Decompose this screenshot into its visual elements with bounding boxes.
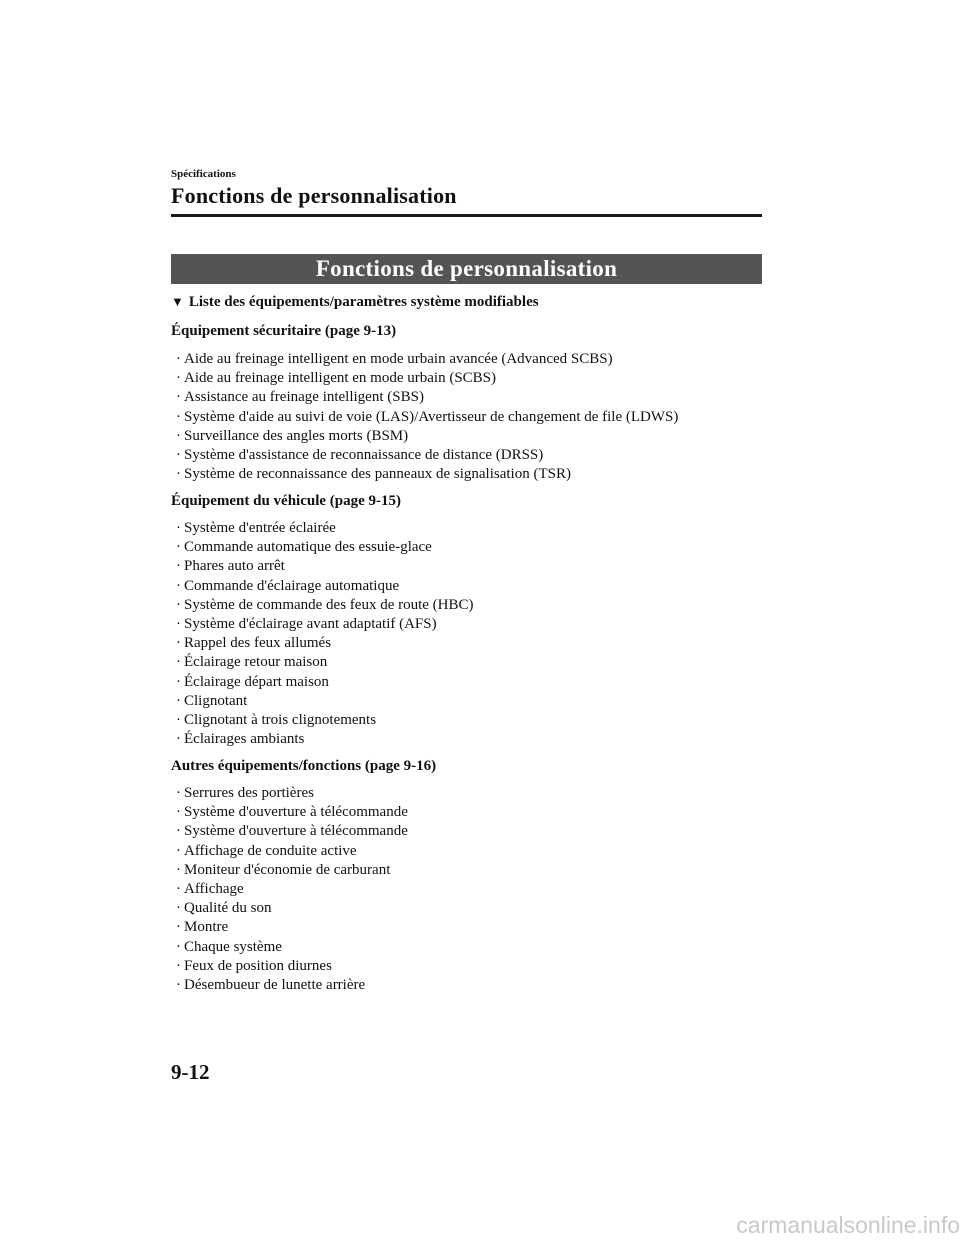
list-item: · Affichage bbox=[176, 880, 408, 899]
section-title: Fonctions de personnalisation bbox=[171, 183, 457, 208]
list-item: · Aide au freinage intelligent en mode urbain (SCBS) bbox=[176, 369, 678, 388]
group-title-safety: Équipement sécuritaire (page 9-13) bbox=[171, 323, 397, 339]
list-item: · Rappel des feux allumés bbox=[176, 634, 474, 653]
manual-page bbox=[171, 0, 762, 1245]
watermark-link[interactable]: carmanualsonline.info bbox=[736, 1212, 960, 1238]
list-item: · Système d'éclairage avant adaptatif (AFS) bbox=[176, 615, 474, 634]
list-item: · Assistance au freinage intelligent (SBS) bbox=[176, 388, 678, 407]
bullet-icon: · bbox=[176, 842, 181, 859]
bullet-icon: · bbox=[176, 692, 181, 709]
list-item: · Système d'ouverture à télécommande bbox=[176, 822, 408, 841]
safety-equipment-list bbox=[176, 350, 678, 484]
list-item: · Affichage de conduite active bbox=[176, 842, 408, 861]
bullet-icon: · bbox=[176, 823, 181, 840]
bullet-icon: · bbox=[176, 900, 181, 917]
list-item: · Moniteur d'économie de carburant bbox=[176, 861, 408, 880]
section-divider bbox=[171, 214, 762, 217]
bullet-icon: · bbox=[176, 654, 181, 671]
list-item: · Phares auto arrêt bbox=[176, 557, 474, 576]
list-item: · Éclairage départ maison bbox=[176, 673, 474, 692]
list-item: · Clignotant bbox=[176, 692, 474, 711]
vehicle-equipment-list bbox=[176, 519, 474, 749]
list-item: · Chaque système bbox=[176, 938, 408, 957]
group-title-vehicle: Équipement du véhicule (page 9-15) bbox=[171, 493, 402, 509]
list-item: · Clignotant à trois clignotements bbox=[176, 711, 474, 730]
bullet-icon: · bbox=[176, 635, 181, 652]
bullet-icon: · bbox=[176, 880, 181, 897]
bullet-icon: · bbox=[176, 520, 181, 536]
list-item: · Éclairages ambiants bbox=[176, 730, 474, 749]
page-number: 9-12 bbox=[171, 1060, 210, 1084]
list-item: · Feux de position diurnes bbox=[176, 957, 408, 976]
list-item: · Système d'aide au suivi de voie (LAS)/Avertisseur de changement de file (LDWS) bbox=[176, 408, 678, 427]
list-item: · Système de reconnaissance des panneaux de signalisation (TSR) bbox=[176, 465, 678, 484]
bullet-icon: · bbox=[176, 596, 181, 613]
list-item: · Montre bbox=[176, 918, 408, 937]
list-item: · Surveillance des angles morts (BSM) bbox=[176, 427, 678, 446]
list-item: · Éclairage retour maison bbox=[176, 653, 474, 672]
list-item: · Commande d'éclairage automatique bbox=[176, 577, 474, 596]
list-item: · Désembueur de lunette arrière bbox=[176, 976, 408, 995]
bullet-icon: · bbox=[176, 804, 181, 821]
bullet-icon: · bbox=[176, 861, 181, 878]
bullet-icon: · bbox=[176, 938, 181, 955]
bullet-icon: · bbox=[176, 408, 181, 425]
list-item: · Système de commande des feux de route (HBC) bbox=[176, 596, 474, 615]
group-title-other: Autres équipements/fonctions (page 9-16) bbox=[171, 758, 437, 774]
chapter-label: Spécifications bbox=[171, 168, 236, 180]
bullet-icon: · bbox=[176, 427, 181, 444]
bullet-icon: · bbox=[176, 370, 181, 387]
bullet-icon: · bbox=[176, 919, 181, 936]
bullet-icon: · bbox=[176, 351, 181, 367]
subheading-text: Liste des équipements/paramètres système modifiables bbox=[188, 294, 539, 310]
bullet-icon: · bbox=[176, 446, 181, 463]
list-item: · Système d'assistance de reconnaissance de distance (DRSS) bbox=[176, 446, 678, 465]
bullet-icon: · bbox=[176, 615, 181, 632]
bullet-icon: · bbox=[176, 577, 181, 594]
other-equipment-list bbox=[176, 784, 408, 995]
subheading bbox=[171, 292, 539, 312]
list-item: · Système d'ouverture à télécommande bbox=[176, 803, 408, 822]
bullet-icon: · bbox=[176, 711, 181, 728]
list-item: · Qualité du son bbox=[176, 899, 408, 918]
bullet-icon: · bbox=[176, 731, 181, 748]
list-item: · Commande automatique des essuie-glace bbox=[176, 538, 474, 557]
bullet-icon: · bbox=[176, 558, 181, 575]
triangle-down-icon: ▼ bbox=[171, 294, 184, 309]
bullet-icon: · bbox=[176, 957, 181, 974]
bullet-icon: · bbox=[176, 976, 181, 993]
list-item: · Serrures des portières bbox=[176, 784, 408, 803]
list-item: · Aide au freinage intelligent en mode urbain avancée (Advanced SCBS) bbox=[176, 350, 678, 369]
bullet-icon: · bbox=[176, 785, 181, 801]
bullet-icon: · bbox=[176, 539, 181, 556]
banner-title: Fonctions de personnalisation bbox=[171, 254, 762, 284]
bullet-icon: · bbox=[176, 389, 181, 406]
list-item: · Système d'entrée éclairée bbox=[176, 519, 474, 538]
bullet-icon: · bbox=[176, 673, 181, 690]
bullet-icon: · bbox=[176, 466, 181, 483]
